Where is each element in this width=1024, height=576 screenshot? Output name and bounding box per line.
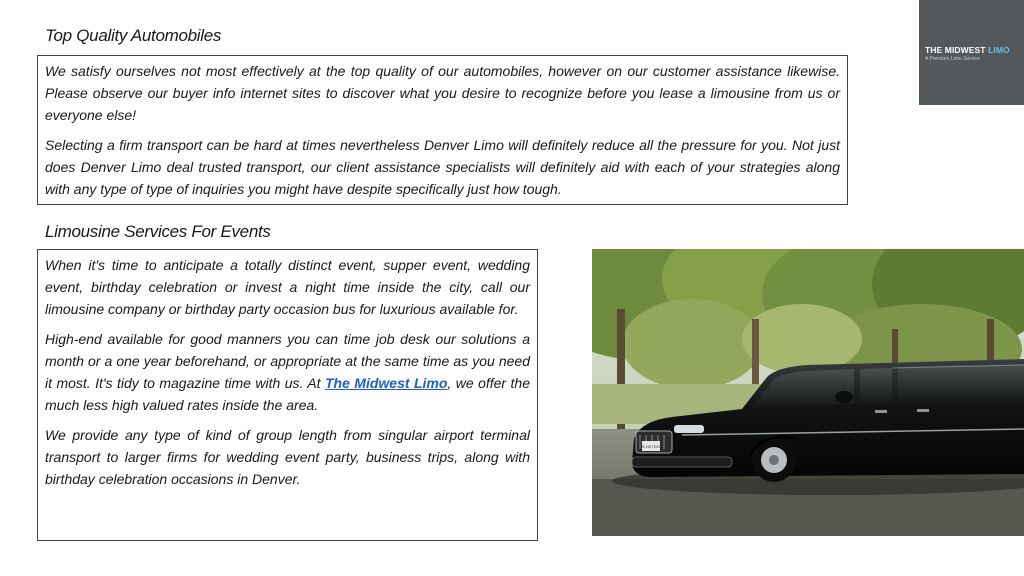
top-quality-paragraph-1: We satisfy ourselves not most effectively at the top quality of our automobiles, however on our customer assistance likewise. Please observe our buyer info internet sites to discover what you desire to recognize before you lease a limousine from us or everyone else! <box>45 63 840 123</box>
events-paragraph-2 <box>45 328 530 416</box>
limousine-photo <box>592 249 1024 536</box>
limousine-photo-illustration <box>592 249 1024 536</box>
events-paragraph-3: We provide any type of kind of group length from singular airport terminal transport to larger firms for wedding event party, business trips, along with birthday celebration occasions in Denver. <box>45 427 530 487</box>
events-paragraph-1: When it's time to anticipate a totally distinct event, supper event, wedding event, birthday celebration or invest a night time inside the city, call our limousine company or birthday party occasion bus for luxurious available for. <box>45 257 530 317</box>
logo-brand-part2: LIMO <box>988 45 1010 55</box>
events-paragraph-2-text-end: , we offer the much less high valued rates inside the area. <box>45 375 530 413</box>
midwest-limo-link[interactable]: The Midwest Limo <box>324 375 448 391</box>
logo-brand-text <box>925 45 1010 55</box>
limousine-services-text-box <box>37 249 538 541</box>
logo-brand-part1: THE MIDWEST <box>925 45 989 55</box>
section-heading-top-quality: Top Quality Automobiles <box>45 26 222 45</box>
logo-tagline: A Premium Limo Service <box>925 56 980 62</box>
events-paragraph-2-text: High-end available for good manners you can time job desk our solutions a month or a one year beforehand, or appropriate at the same time as you need it most. It's tidy to magazine time with us. At <box>45 331 530 391</box>
top-quality-paragraph-2: Selecting a firm transport can be hard at times nevertheless Denver Limo will definitely reduce all the pressure for you. Not just does Denver Limo deal trusted transport, our client assistance specialists will definitely aid with each of your strategies along with any type of type of inquiries you might have despite specifically just how tough. <box>45 137 840 197</box>
license-plate-text: 5-HETDO <box>642 444 660 449</box>
midwest-limo-logo <box>919 0 1024 105</box>
top-quality-text-box <box>37 55 848 205</box>
section-heading-limousine-services: Limousine Services For Events <box>45 222 271 241</box>
